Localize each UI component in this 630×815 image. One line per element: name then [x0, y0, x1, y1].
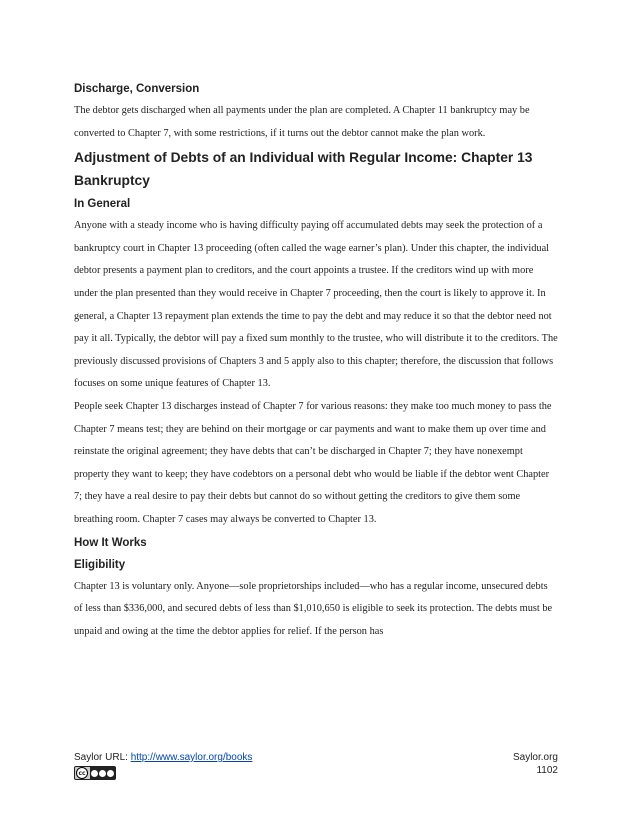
heading-chapter-13: Adjustment of Debts of an Individual with Regular Income: Chapter 13 Bankruptcy	[74, 150, 533, 188]
page-number: 1102	[536, 764, 558, 776]
cc-logo-icon: cc	[76, 767, 88, 779]
saylor-books-link[interactable]: http://www.saylor.org/books	[130, 752, 253, 763]
creative-commons-license-icon[interactable]	[74, 766, 116, 780]
paragraph-eligibility: Chapter 13 is voluntary only. Anyone—sole proprietorships included—who has a regular income, unsecured debts of less than $336,000, and secured debts of less than $1,010,650 is eligible to seek its protection. The debts must be unpaid and owing at the time the debtor applies for relief. If the person has	[74, 580, 553, 637]
footer-org: Saylor.org	[512, 752, 558, 763]
paragraph-in-general-1: Anyone with a steady income who is having difficulty paying off accumulated debts may seek the protection of a bankruptcy court in Chapter 13 proceeding (often called the wage earner’s plan). Under this chapter, the individual debtor presents a payment plan to creditors, and the court appoints a trustee. If the creditors wind up with more under the plan presented than they would receive in Chapter 7 proceeding, then the court is likely to approve it. In general, a Chapter 13 repayment plan extends the time to pay the debt and may reduce it so that the debtor need not pay it all. Typically, the debtor will pay a fixed sum monthly to the trustee, who will distribute it to the creditors. The previously discussed provisions of Chapters 3 and 5 apply also to this chapter; therefore, the discussion that follows focuses on some unique features of Chapter 13.	[74, 220, 558, 390]
noncommercial-icon	[99, 770, 106, 777]
heading-in-general: In General	[74, 198, 131, 211]
heading-eligibility: Eligibility	[74, 558, 126, 571]
footer-url-label: Saylor URL:	[74, 752, 131, 763]
share-alike-icon	[107, 770, 114, 777]
heading-how-it-works: How It Works	[74, 536, 147, 549]
paragraph-in-general-2: People seek Chapter 13 discharges instead of Chapter 7 for various reasons: they make too much money to pass the Chapter 7 means test; they are behind on their mortgage or car payments and want to make them up over time and reinstate the original agreement; they have debts that can’t be discharged in Chapter 7; they have nonexempt property they want to keep; they have codebtors on a personal debt who would be liable if the debtor went Chapter 7; they have a real desire to pay their debts but cannot do so without getting the creditors to give them some breathing room. Chapter 7 cases may always be converted to Chapter 13.	[74, 400, 552, 525]
footer-url	[74, 752, 252, 763]
document-body	[74, 78, 558, 643]
heading-discharge-conversion: Discharge, Conversion	[74, 83, 200, 95]
footer-right	[513, 752, 558, 777]
attribution-icon	[91, 770, 98, 777]
paragraph-discharge: The debtor gets discharged when all payments under the plan are completed. A Chapter 11 bankruptcy may be converted to Chapter 7, with some restrictions, if it turns out the debtor cannot make the plan work.	[74, 105, 530, 139]
license-badges-icon	[90, 767, 115, 779]
